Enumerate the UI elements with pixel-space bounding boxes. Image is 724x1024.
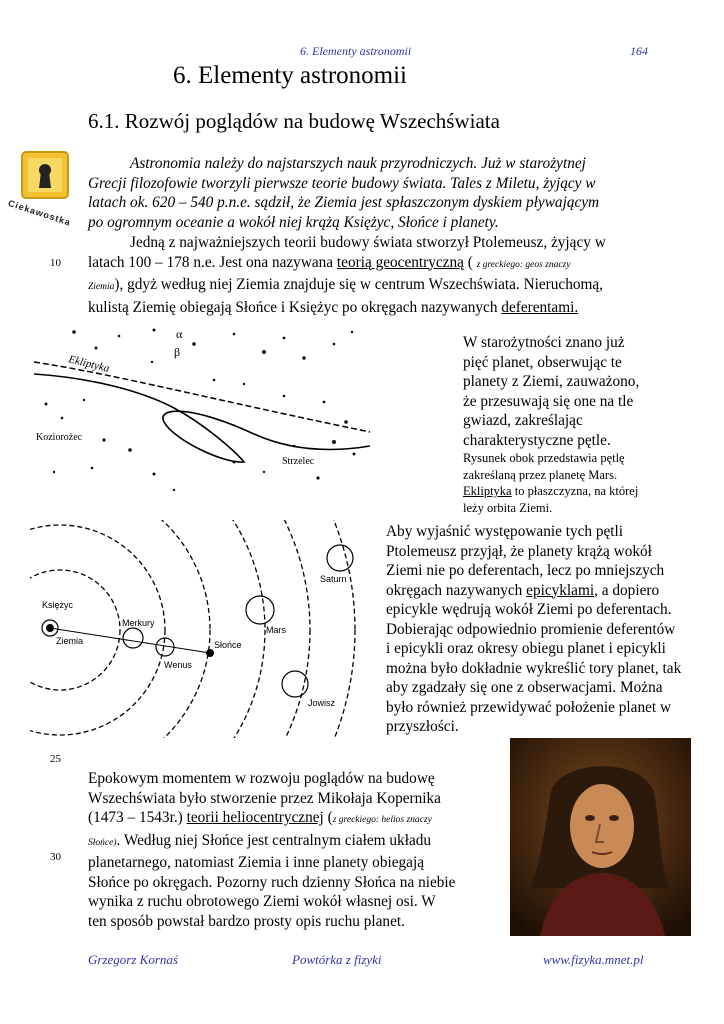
- epicycle-line: Ptolemeusz przyjął, że planety krążą wokół: [386, 542, 652, 560]
- text: . Według niej Słońce jest centralnym ciałem układu: [116, 831, 432, 849]
- epicycle-paragraph: [386, 522, 716, 737]
- epicycle-line: Ziemi nie po deferentach, lecz po mniejszych: [386, 562, 665, 579]
- planets-line: pięć planet, obserwując te: [463, 353, 622, 371]
- section-title: 6.1. Rozwój poglądów na budowę Wszechświata: [88, 109, 500, 133]
- beta-label: β: [174, 345, 181, 359]
- planets-text: [463, 333, 678, 450]
- mercury-label: Merkury: [122, 618, 155, 628]
- epicycle-line: [386, 581, 716, 601]
- intro-paragraph: [88, 154, 672, 232]
- text: latach 100 – 178 n.e. Jest ona nazywana: [88, 253, 337, 271]
- capricorn-label: Koziorożec: [36, 432, 83, 443]
- footer-title: Powtórka z fizyki: [292, 952, 382, 967]
- footer-author: Grzegorz Kornaś: [88, 952, 178, 967]
- epicycle-line: Aby wyjaśnić występowanie tych pętli: [386, 523, 624, 540]
- ptolemaic-system-diagram: [30, 520, 380, 738]
- epicycle-figure: [30, 520, 380, 738]
- sun-label: Słońce: [214, 640, 242, 650]
- copernicus-portrait: [510, 738, 691, 936]
- ptolemy-line: [88, 253, 672, 276]
- copernicus-line: ten sposób powstał bardzo prosty opis ruchu planet.: [88, 912, 405, 930]
- greek-note: z greckiego: geos znaczy: [476, 259, 571, 270]
- text: , a dopiero: [594, 581, 660, 599]
- copernicus-line: wynika z ruchu obrotowego Ziemi wokół własnej osi. W: [88, 893, 436, 910]
- caption-line: Rysunek obok przedstawia pętlę: [463, 451, 625, 465]
- text: ), gdyż według niej Ziemia znajduje się w centrum Wszechświata. Nieruchomą,: [114, 276, 604, 293]
- planets-line: że przesuwają się one na tle: [463, 392, 634, 410]
- saturn-label: Saturn: [320, 574, 347, 584]
- copernicus-line: [88, 808, 503, 831]
- ptolemy-paragraph: [88, 233, 672, 317]
- epicycle-line: było również przewidywać położenie planet w: [386, 698, 672, 716]
- planets-line: charakterystyczne pętle.: [463, 431, 611, 449]
- mars-loop-figure: [34, 322, 370, 498]
- term-epicycles: epicyklami: [526, 581, 595, 599]
- intro-line: Grecji filozofowie tworzyli pierwsze teorie budowy świata. Tales z Miletu, żyjący w: [88, 174, 596, 192]
- alpha-label: α: [176, 327, 183, 341]
- ptolemy-line: [88, 275, 672, 298]
- copernicus-line: Epokowym momentem w rozwoju poglądów na budowę: [88, 770, 435, 787]
- sagittarius-label: Strzelec: [282, 456, 315, 467]
- term-deferents: deferentami.: [501, 298, 579, 316]
- planets-line: planety z Ziemi, zauważono,: [463, 373, 640, 390]
- greek-note: Słońce): [88, 837, 117, 848]
- term-heliocentric: teorii heliocentrycznej: [186, 809, 324, 826]
- text: kulistą Ziemię obiegają Słońce i Księżyc po okręgach nazywanych: [88, 298, 502, 316]
- text: (1473 – 1543r.): [88, 809, 187, 826]
- epicycle-line: przyszłości.: [386, 718, 459, 735]
- term-ecliptic: Ekliptyka: [463, 484, 512, 498]
- term-geocentric: teorią geocentryczną: [336, 253, 464, 271]
- epicycle-line: i epicykli oraz okresy obiegu planet i epicykli: [386, 640, 666, 657]
- mars-label: Mars: [266, 625, 286, 635]
- greek-note: z greckiego: helios znaczy: [332, 815, 432, 825]
- planets-line: W starożytności znano już: [463, 334, 625, 351]
- line-number-30: 30: [50, 851, 61, 863]
- copernicus-line: Słońce po okręgach. Pozorny ruch dzienny Słońca na niebie: [88, 873, 456, 891]
- epicycle-line: Dobierając odpowiednio promienie deferentów: [386, 620, 676, 638]
- epicycle-line: epicykle wędrują wokół Ziemi po deferentach.: [386, 601, 672, 618]
- intro-line: Astronomia należy do najstarszych nauk przyrodniczych. Już w starożytnej: [130, 155, 586, 172]
- epicycle-line: można było dokładnie wykreślić tory planet, tak: [386, 659, 682, 677]
- page-number: 164: [630, 44, 648, 58]
- planets-line: gwiazd, zakreślając: [463, 412, 583, 429]
- text: okręgach nazywanych: [386, 581, 527, 599]
- venus-label: Wenus: [164, 660, 192, 670]
- copernicus-line: planetarnego, natomiast Ziemia i inne planety obiegają: [88, 854, 424, 871]
- footer-url[interactable]: www.fizyka.mnet.pl: [543, 952, 644, 967]
- ptolemy-line: Jedną z najważniejszych teorii budowy świata stworzył Ptolemeusz, żyjący w: [130, 234, 606, 251]
- earth-label: Ziemia: [56, 636, 84, 646]
- ciekawostka-icon: [8, 148, 78, 228]
- moon-label: Księżyc: [42, 600, 74, 610]
- line-number-25: 25: [50, 753, 61, 765]
- intro-line: latach ok. 620 – 540 p.n.e. sądził, że Ziemia jest spłaszczonym dyskiem pływającym: [88, 194, 600, 211]
- text: (: [323, 809, 333, 826]
- copernicus-line: Wszechświata było stworzenie przez Mikołaja Kopernika: [88, 789, 441, 807]
- ciekawostka-label: Ciekawostka: [6, 198, 73, 228]
- caption-line: leży orbita Ziemi.: [463, 500, 553, 515]
- copernicus-line: [88, 831, 503, 854]
- portrait-image: [510, 738, 691, 936]
- intro-line: po ogromnym oceanie a wokół niej krążą Księżyc, Słońce i planety.: [88, 213, 499, 231]
- epicycle-line: aby zgadzały się one z obserwacjami. Można: [386, 679, 663, 696]
- greek-note: Ziemia: [88, 282, 115, 292]
- figure-caption: [463, 450, 673, 516]
- caption-line: [463, 483, 673, 500]
- copernicus-paragraph: [88, 769, 503, 931]
- ptolemy-line: [88, 298, 672, 318]
- text: to płaszczyzna, na której: [511, 484, 639, 498]
- line-number-10: 10: [50, 257, 61, 269]
- text: (: [463, 253, 477, 271]
- chapter-title: 6. Elementy astronomii: [173, 62, 407, 89]
- caption-line: zakreślaną przez planetę Mars.: [463, 467, 618, 482]
- running-header-chapter: 6. Elementy astronomii: [300, 44, 412, 58]
- jupiter-label: Jowisz: [308, 698, 336, 708]
- ecliptic-label: Ekliptyka: [67, 353, 111, 375]
- mars-loop-diagram: [34, 322, 370, 498]
